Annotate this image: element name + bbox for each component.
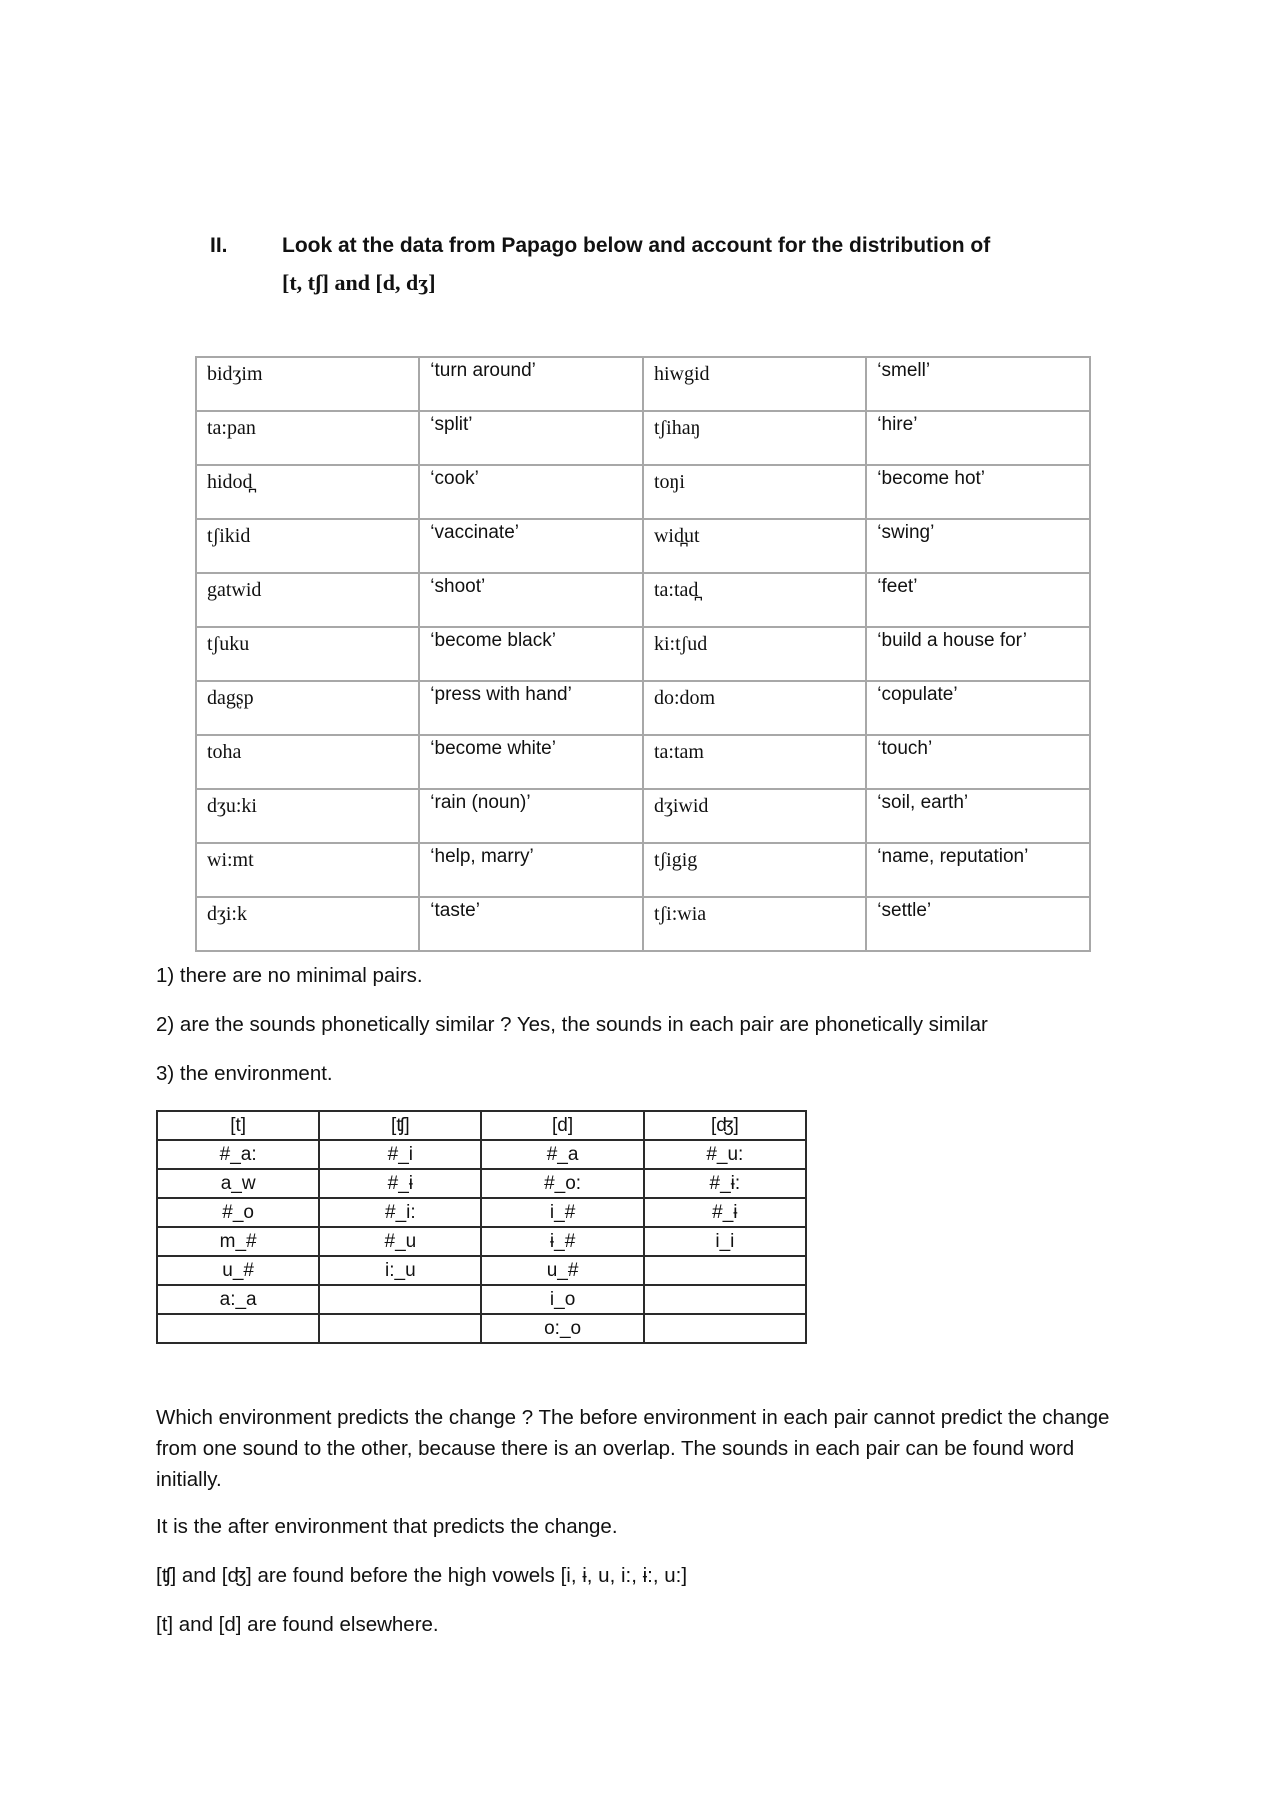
- gloss-cell: ‘split’: [419, 411, 643, 465]
- word-cell: wid̪ut: [643, 519, 866, 573]
- env-cell: #_o: [157, 1198, 319, 1227]
- word-cell: hidod̪: [196, 465, 419, 519]
- table-row: [196, 465, 1090, 519]
- env-cell: #_u: [319, 1227, 481, 1256]
- word-cell: gatwid: [196, 573, 419, 627]
- word-cell: wi:mt: [196, 843, 419, 897]
- table-row: [196, 411, 1090, 465]
- word-cell: ta:tad̪: [643, 573, 866, 627]
- gloss-cell: ‘name, reputation’: [866, 843, 1090, 897]
- table-row: [196, 735, 1090, 789]
- gloss-cell: ‘touch’: [866, 735, 1090, 789]
- env-cell: ɨ_#: [481, 1227, 643, 1256]
- env-cell: #_ɨ: [644, 1198, 806, 1227]
- exercise-title: Look at the data from Papago below and account for the distribution of: [282, 234, 991, 257]
- env-cell: i:_u: [319, 1256, 481, 1285]
- env-cell: u_#: [481, 1256, 643, 1285]
- env-cell: a_w: [157, 1169, 319, 1198]
- env-cell: i_i: [644, 1227, 806, 1256]
- column-header: [t]: [157, 1111, 319, 1140]
- conclusion-paragraph-3: [ʧ] and [ʤ] are found before the high vowels [i, ɨ, u, i:, ɨ:, u:]: [156, 1564, 688, 1587]
- env-cell: [644, 1285, 806, 1314]
- table-row: [196, 789, 1090, 843]
- env-cell: u_#: [157, 1256, 319, 1285]
- word-cell: do:dom: [643, 681, 866, 735]
- env-cell: [644, 1314, 806, 1343]
- table-row: [157, 1285, 806, 1314]
- word-cell: tʃigig: [643, 843, 866, 897]
- word-cell: ta:pan: [196, 411, 419, 465]
- papago-data-table: [195, 356, 1091, 952]
- env-cell: #_i: [319, 1140, 481, 1169]
- table-row: [157, 1169, 806, 1198]
- env-cell: m_#: [157, 1227, 319, 1256]
- gloss-cell: ‘become white’: [419, 735, 643, 789]
- gloss-cell: ‘feet’: [866, 573, 1090, 627]
- gloss-cell: ‘smell’: [866, 357, 1090, 411]
- environment-table: [156, 1110, 807, 1344]
- gloss-cell: ‘copulate’: [866, 681, 1090, 735]
- env-cell: #_a: [481, 1140, 643, 1169]
- gloss-cell: ‘taste’: [419, 897, 643, 951]
- gloss-cell: ‘become hot’: [866, 465, 1090, 519]
- word-cell: dʒiwid: [643, 789, 866, 843]
- gloss-cell: ‘settle’: [866, 897, 1090, 951]
- step-2-text: 2) are the sounds phonetically similar ? Yes, the sounds in each pair are phonetically similar: [156, 1013, 988, 1036]
- word-cell: dʒi:k: [196, 897, 419, 951]
- env-cell: [157, 1314, 319, 1343]
- word-cell: tʃuku: [196, 627, 419, 681]
- gloss-cell: ‘help, marry’: [419, 843, 643, 897]
- table-row: [196, 573, 1090, 627]
- conclusion-paragraph-1: Which environment predicts the change ? The before environment in each pair cannot predict the change from one sound to the other, because there is an overlap. The sounds in each pair can be found word initially.: [156, 1406, 1110, 1491]
- conclusion-paragraph-4: [t] and [d] are found elsewhere.: [156, 1613, 439, 1636]
- gloss-cell: ‘vaccinate’: [419, 519, 643, 573]
- gloss-cell: ‘become black’: [419, 627, 643, 681]
- table-row: [196, 843, 1090, 897]
- gloss-cell: ‘hire’: [866, 411, 1090, 465]
- section-number: II.: [210, 234, 228, 257]
- word-cell: tʃihaŋ: [643, 411, 866, 465]
- table-row: [157, 1256, 806, 1285]
- word-cell: dʒu:ki: [196, 789, 419, 843]
- table-row: [157, 1198, 806, 1227]
- column-header: [d]: [481, 1111, 643, 1140]
- table-row: [157, 1314, 806, 1343]
- word-cell: ki:tʃud: [643, 627, 866, 681]
- env-cell: a:_a: [157, 1285, 319, 1314]
- word-cell: hiwgid: [643, 357, 866, 411]
- gloss-cell: ‘rain (noun)’: [419, 789, 643, 843]
- word-cell: toŋi: [643, 465, 866, 519]
- word-cell: ta:tam: [643, 735, 866, 789]
- env-cell: #_a:: [157, 1140, 319, 1169]
- gloss-cell: ‘turn around’: [419, 357, 643, 411]
- table-row: [196, 627, 1090, 681]
- env-cell: #_u:: [644, 1140, 806, 1169]
- step-3-text: 3) the environment.: [156, 1062, 333, 1085]
- gloss-cell: ‘press with hand’: [419, 681, 643, 735]
- table-row: [196, 519, 1090, 573]
- table-row: [196, 681, 1090, 735]
- env-cell: #_ɨ:: [644, 1169, 806, 1198]
- table-row: [196, 357, 1090, 411]
- env-cell: i_#: [481, 1198, 643, 1227]
- env-cell: [319, 1285, 481, 1314]
- gloss-cell: ‘soil, earth’: [866, 789, 1090, 843]
- step-1-text: 1) there are no minimal pairs.: [156, 964, 423, 987]
- env-cell: #_i:: [319, 1198, 481, 1227]
- gloss-cell: ‘swing’: [866, 519, 1090, 573]
- gloss-cell: ‘shoot’: [419, 573, 643, 627]
- env-cell: #_ɨ: [319, 1169, 481, 1198]
- column-header: [ʤ]: [644, 1111, 806, 1140]
- column-header: [ʧ]: [319, 1111, 481, 1140]
- gloss-cell: ‘build a house for’: [866, 627, 1090, 681]
- gloss-cell: ‘cook’: [419, 465, 643, 519]
- exercise-subtitle: [t, tʃ] and [d, dʒ]: [282, 270, 436, 295]
- word-cell: toha: [196, 735, 419, 789]
- table-row: [157, 1227, 806, 1256]
- table-header-row: [157, 1111, 806, 1140]
- word-cell: tʃi:wia: [643, 897, 866, 951]
- conclusion-paragraph-2: It is the after environment that predicts the change.: [156, 1515, 618, 1538]
- table-row: [157, 1140, 806, 1169]
- word-cell: bidʒim: [196, 357, 419, 411]
- env-cell: [644, 1256, 806, 1285]
- word-cell: tʃikid: [196, 519, 419, 573]
- table-row: [196, 897, 1090, 951]
- env-cell: o:_o: [481, 1314, 643, 1343]
- word-cell: dagʂp: [196, 681, 419, 735]
- env-cell: i_o: [481, 1285, 643, 1314]
- env-cell: [319, 1314, 481, 1343]
- env-cell: #_o:: [481, 1169, 643, 1198]
